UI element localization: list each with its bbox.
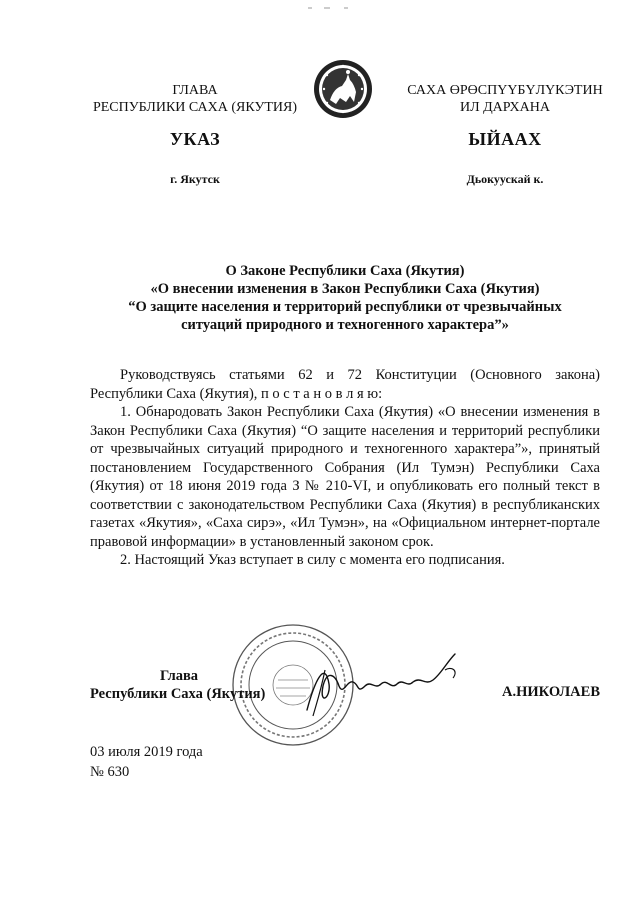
header-left-line1: ГЛАВА bbox=[172, 83, 218, 98]
body-intro: Руководствуясь статьями 62 и 72 Конституции (Основного закона) Республики Саха (Якутия), п о с т а н о в л я ю: bbox=[90, 367, 600, 402]
signatory-position bbox=[90, 667, 290, 703]
header-right-line2: ИЛ ДАРХАНА bbox=[459, 100, 550, 115]
city-ru: г. Якутск bbox=[170, 172, 220, 186]
city-sakha: Дьокуускай к. bbox=[466, 172, 544, 186]
title-line1: О Законе Республики Саха (Якутия) bbox=[225, 263, 465, 279]
header-right-line1: САХА ӨРӨСПҮҮБҮЛҮКЭТИН bbox=[407, 83, 603, 98]
header-left bbox=[70, 82, 320, 116]
signatory-name: А.НИКОЛАЕВ bbox=[502, 684, 600, 700]
signatory-position-line2: Республики Саха (Якутия) bbox=[90, 686, 266, 702]
handwritten-signature-icon bbox=[295, 640, 475, 720]
title-line3: “О защите населения и территорий республики от чрезвычайных bbox=[128, 299, 562, 315]
coat-of-arms-icon bbox=[312, 58, 374, 120]
header-left-line2: РЕСПУБЛИКИ САХА (ЯКУТИЯ) bbox=[92, 100, 298, 115]
title-line4: ситуаций природного и техногенного характера”» bbox=[181, 317, 509, 333]
body-item-1: 1. Обнародовать Закон Республики Саха (Якутия) «О внесении изменения в Закон Республики Саха (Якутия) “О защите населения и территорий республики от чрезвычайных ситуаций природного и техногенного характера”», принятый постановлением Государственного Собрания (Ил Тумэн) Республики Саха (Якутия) от 18 июня 2019 года З № 210-VI, и опубликовать его полный текст в соответствии с законодательством Республики Саха (Якутия) в республиканских газетах «Якутия», «Саха сирэ», «Ил Тумэн», на «Официальном интернет-портале правовой информации» в установленный законом срок. bbox=[90, 404, 600, 550]
ukaz-title-ru: УКАЗ bbox=[169, 129, 221, 149]
title-line2: «О внесении изменения в Закон Республики Саха (Якутия) bbox=[150, 281, 540, 297]
document-body bbox=[90, 366, 600, 570]
body-item-2: 2. Настоящий Указ вступает в силу с момента его подписания. bbox=[120, 552, 505, 568]
document-date-number bbox=[90, 742, 290, 782]
signatory-position-line1: Глава bbox=[160, 668, 199, 684]
scan-marks bbox=[300, 4, 360, 12]
ukaz-title-sakha: ЫЙААХ bbox=[468, 129, 542, 149]
document-number: № 630 bbox=[90, 764, 130, 780]
document-date: 03 июля 2019 года bbox=[90, 744, 203, 760]
header-right bbox=[390, 82, 620, 116]
document-title bbox=[90, 262, 600, 334]
